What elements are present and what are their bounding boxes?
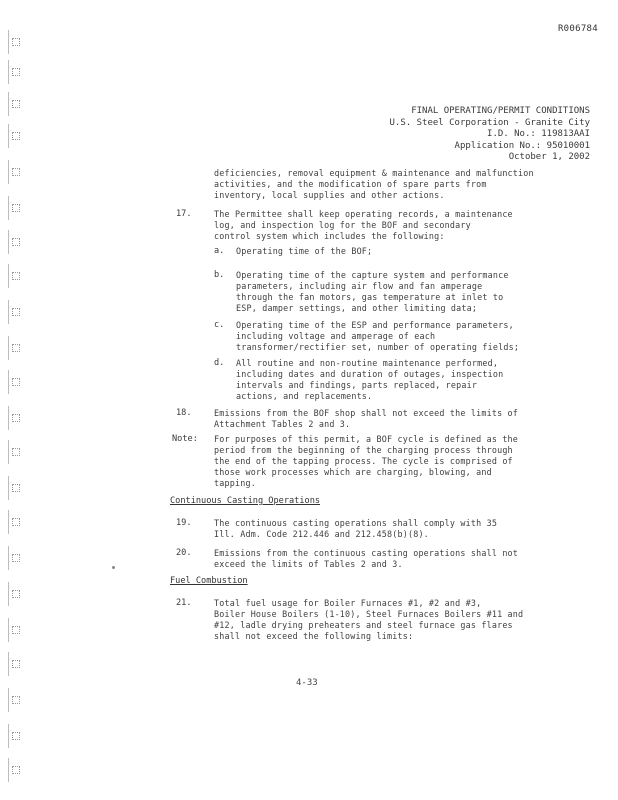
list-letter: c. [214,320,225,330]
page-number: 4-33 [296,678,318,688]
text-line: log, and inspection log for the BOF and secondary [214,220,471,230]
margin-mark [8,652,21,676]
text-line: Operating time of the capture system and performance [236,270,509,280]
paragraph-19 [214,518,497,540]
margin-mark [8,230,21,254]
text-line: Total fuel usage for Boiler Furnaces #1, #2 and #3, [214,598,482,608]
paragraph-continuation [214,168,534,201]
binding-margin-marks [6,20,28,780]
margin-mark [8,300,21,324]
text-line: shall not exceed the following limits: [214,631,414,641]
margin-mark [8,758,21,782]
header-line: Application No.: 95010001 [454,140,590,151]
margin-mark [8,476,21,500]
header-line: I.D. No.: 119813AAI [487,129,590,139]
margin-mark [8,582,21,606]
list-item-c [236,320,519,353]
text-line: control system which includes the following: [214,231,445,241]
margin-mark [8,546,21,570]
margin-mark [8,336,21,360]
paragraph-21 [214,598,523,642]
text-line: The Permittee shall keep operating records, a maintenance [214,209,513,219]
scan-speck [112,566,115,569]
text-line: tapping. [214,478,256,488]
text-line: transformer/rectifier set, number of operating fields; [236,342,520,352]
text-line: those work processes which are charging, blowing, and [214,467,492,477]
text-line: For purposes of this permit, a BOF cycle is defined as the [214,434,519,444]
text-line: Attachment Tables 2 and 3. [214,419,351,429]
text-line: activities, and the modification of spare parts from [214,179,487,189]
text-line: Emissions from the continuous casting operations shall not [214,548,519,558]
list-item-b [236,270,509,314]
section-heading: Continuous Casting Operations [170,496,321,506]
text-line: inventory, local supplies and other actions. [214,190,445,200]
note-paragraph [214,434,518,489]
list-letter: d. [214,358,225,368]
text-line: period from the beginning of the charging process through [214,445,513,455]
document-id: R006784 [557,24,598,34]
margin-mark [8,618,21,642]
margin-mark [8,440,21,464]
margin-mark [8,688,21,712]
text-line: Boiler House Boilers (1-10), Steel Furnaces Boilers #11 and [214,609,524,619]
margin-mark [8,264,21,288]
text-line: Operating time of the ESP and performance parameters, [236,320,514,330]
list-letter: b. [214,270,225,280]
section-heading: Fuel Combustion [170,576,248,586]
text-line: the end of the tapping process. The cycle is comprised of [214,456,513,466]
margin-mark [8,510,21,534]
text-line: #12, ladle drying preheaters and steel furnace gas flares [214,620,513,630]
header-line: U.S. Steel Corporation - Granite City [389,117,590,128]
text-line: Emissions from the BOF shop shall not exceed the limits of [214,408,519,418]
margin-mark [8,724,21,748]
margin-mark [8,160,21,184]
list-item-a [236,246,372,257]
text-line: including dates and duration of outages, inspection [236,369,504,379]
header-line: October 1, 2002 [508,152,590,162]
margin-mark [8,196,21,220]
text-line: The continuous casting operations shall comply with 35 [214,518,498,528]
margin-mark [8,406,21,430]
text-line: All routine and non-routine maintenance performed, [236,358,499,368]
text-line: Ill. Adm. Code 212.446 and 212.458(b)(8). [214,529,429,539]
paragraph-17 [214,209,513,242]
text-line: parameters, including air flow and fan amperage [236,281,483,291]
text-line: including voltage and amperage of each [236,331,436,341]
margin-mark [8,92,21,116]
list-letter: a. [214,246,225,256]
text-line: deficiencies, removal equipment & maintenance and malfunction [214,168,534,178]
text-line: exceed the limits of Tables 2 and 3. [214,559,403,569]
paragraph-18 [214,408,518,430]
text-line: intervals and findings, parts replaced, repair [236,380,478,390]
list-item-d [236,358,503,402]
document-header [300,106,590,164]
paragraph-number: 19. [176,518,192,528]
paragraph-20 [214,548,518,570]
text-line: through the fan motors, gas temperature at inlet to [236,292,504,302]
margin-mark [8,124,21,148]
note-label: Note: [172,434,198,444]
header-line: FINAL OPERATING/PERMIT CONDITIONS [411,106,590,116]
text-line: Operating time of the BOF; [236,246,373,256]
margin-mark [8,60,21,84]
margin-mark [8,30,21,54]
paragraph-number: 18. [176,408,192,418]
text-line: ESP, damper settings, and other limiting data; [236,303,478,313]
text-line: actions, and replacements. [236,391,373,401]
margin-mark [8,370,21,394]
paragraph-number: 17. [176,209,192,219]
paragraph-number: 21. [176,598,192,608]
paragraph-number: 20. [176,548,192,558]
